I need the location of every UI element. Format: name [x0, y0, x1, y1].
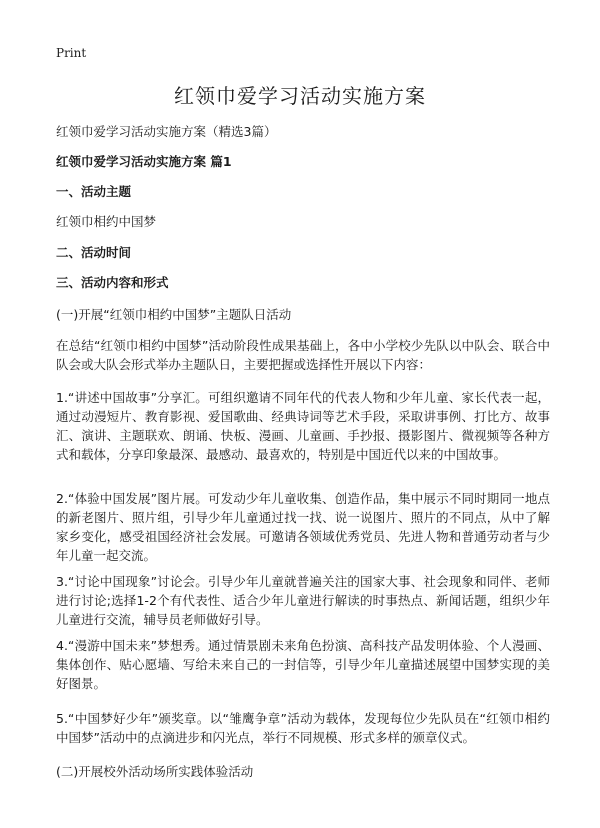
list-item: 5.“中国梦好少年”颁奖章。以“雏鹰争章”活动为载体，发现每位少先队员在“红领巾相约中国梦”活动中的点滴进步和闪光点，举行不同规模、形式多样的颁章仪式。	[56, 711, 550, 745]
page-title: 红领巾爱学习活动实施方案	[174, 84, 426, 108]
section-heading-content: 三、活动内容和形式	[56, 275, 169, 290]
list-item: 2.“体验中国发展”图片展。可发动少年儿童收集、创造作品，集中展示不同时期同一地点的新老图片、照片组，引导少年儿童通过找一找、说一说图片、照片的不同点，从中了解家乡变化，感受祖国经济社会发展。可邀请各领域优秀党员、先进人物和普通劳动者与少年儿童一起交流。	[56, 491, 550, 563]
list-item: 1.“讲述中国故事”分享汇。可组织邀请不同年代的代表人物和少年儿童、家长代表一起，通过动漫短片、教育影视、爱国歌曲、经典诗词等艺术手段，采取讲事例、打比方、故事汇、演讲、主题联欢、朗诵、快板、漫画、儿童画、手抄报、摄影图片、微视频等各种方式和载体，分享印象最深、最感动、最喜欢的，特别是中国近代以来的中国故事。	[56, 390, 550, 462]
print-link[interactable]: Print	[56, 46, 87, 60]
subsection-heading-1: (一)开展“红领巾相约中国梦”主题队日活动	[56, 307, 292, 322]
document-subtitle: 红领巾爱学习活动实施方案（精选3篇）	[56, 124, 277, 139]
paragraph-intro: 在总结“红领巾相约中国梦”活动阶段性成果基础上，各中小学校少先队以中队会、联合中队会或大队会形式举办主题队日，主要把握或选择性开展以下内容：	[56, 338, 550, 372]
section-text-theme: 红领巾相约中国梦	[56, 214, 157, 229]
subsection-heading-2: (二)开展校外活动场所实践体验活动	[56, 764, 254, 779]
section-heading-time: 二、活动时间	[56, 245, 132, 260]
list-item: 3.“讨论中国现象”讨论会。引导少年儿童就普遍关注的国家大事、社会现象和同伴、老师进行讨论;选择1-2个有代表性、适合少年儿童进行解读的时事热点、新闻话题，组织少年儿童进行交流，辅导员老师做好引导。	[56, 574, 550, 627]
list-item: 4.“漫游中国未来”梦想秀。通过情景剧未来角色扮演、高科技产品发明体验、个人漫画、集体创作、贴心愿墙、写给未来自己的一封信等，引导少年儿童描述展望中国梦实现的美好图景。	[56, 638, 550, 691]
article-heading: 红领巾爱学习活动实施方案 篇1	[56, 154, 232, 169]
section-heading-theme: 一、活动主题	[56, 184, 132, 199]
